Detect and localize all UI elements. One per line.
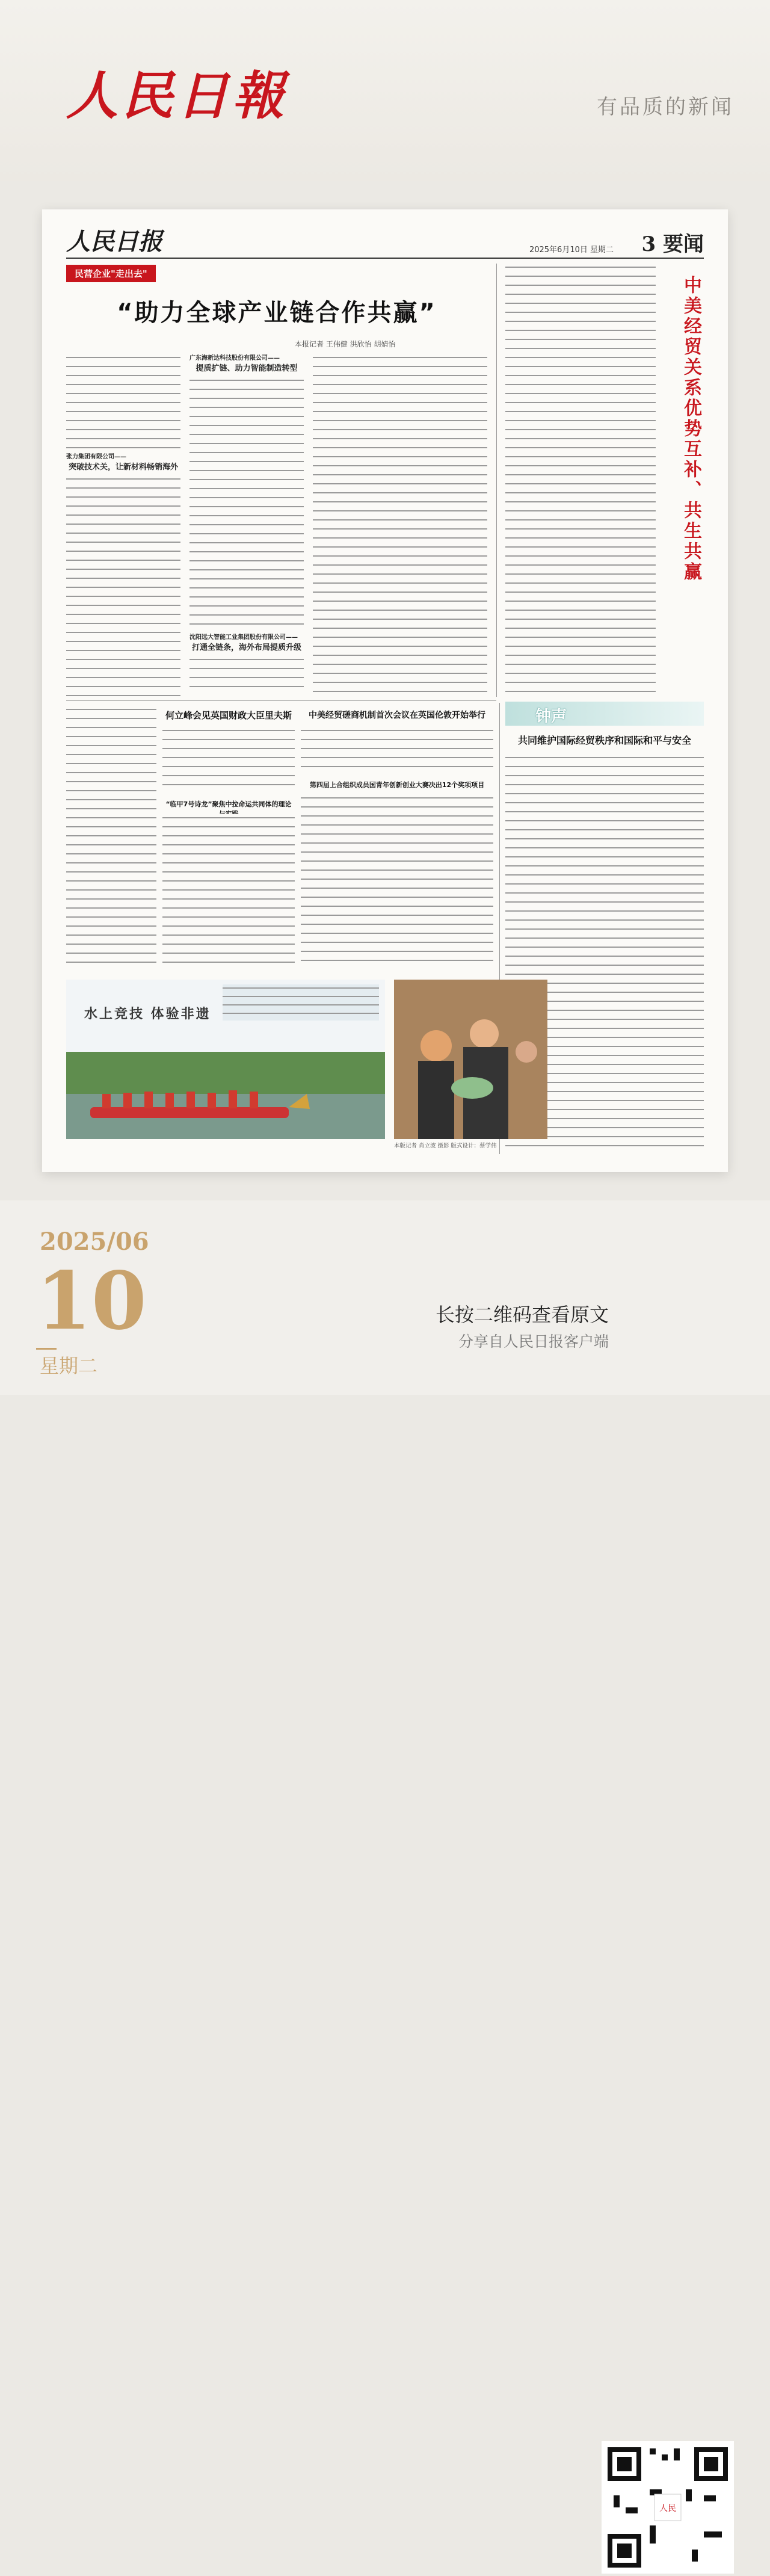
qr-pattern (602, 2441, 734, 2574)
lead-byline: 本报记者 王伟健 洪欣怡 胡婧怡 (295, 340, 396, 348)
footer-weekday: 星期二 (40, 1354, 98, 1377)
photo-title: 水上竞技 体验非遗 (84, 1007, 211, 1022)
masthead (66, 221, 704, 259)
news-headline-4: “临甲7号诗龙”聚焦中拉命运共同体的理论 (165, 800, 292, 808)
brand-logo: 人民日報 (66, 66, 288, 126)
sub3-title: 打通全链条，海外布局提质升级 (191, 643, 301, 652)
craft-illustration (394, 980, 547, 1139)
sub1-title: 突破技术关，让新材料畅销海外 (68, 463, 178, 472)
news-headline-3: 第四届上合组织成员国青年创新创业大赛决出12个奖项项目 (309, 781, 485, 789)
svg-text:人民: 人民 (659, 2504, 676, 2513)
article-column (66, 354, 180, 697)
side-headline: 中美经贸关系优势互补、共生共赢 (680, 276, 701, 582)
sub2-title: 提质扩链、助力智能制造转型 (196, 364, 298, 373)
share-source: 分享自人民日报客户端 (458, 1333, 609, 1350)
masthead-logo: 人民日报 (66, 227, 162, 256)
section-tag: 民营企业"走出去" (66, 265, 156, 282)
sub1-company: 张力集团有限公司—— (66, 454, 126, 460)
article-column (189, 354, 304, 697)
footer-year-month: 2025/06 (40, 1228, 149, 1256)
article-column (162, 814, 295, 971)
news-headline-2: 中美经贸磋商机制首次会议在英国伦敦开始举行 (309, 711, 485, 720)
article-column (66, 706, 156, 971)
photo-caption (223, 984, 379, 1021)
footer-divider (36, 1348, 57, 1350)
article-column (301, 727, 493, 775)
article-column (162, 727, 295, 793)
photo-credit: 本版记者 肖立波 摄影 版式设计：蔡学伟 (394, 1143, 497, 1149)
column-divider (496, 264, 497, 697)
lead-headline: “助力全球产业链合作共赢” (117, 299, 437, 327)
sub3-company: 沈阳远大智能工业集团股份有限公司—— (189, 634, 298, 641)
zhongsheng-label: 钟声 (535, 708, 567, 726)
sub2-company: 广东海新达科技股份有限公司—— (189, 355, 280, 362)
craft-photo (394, 980, 547, 1139)
qr-code[interactable] (602, 2441, 734, 2574)
masthead-date: 2025年6月10日 星期二 (529, 246, 614, 255)
newspaper-page (42, 209, 728, 1172)
page-number: 3 要闻 (641, 232, 704, 256)
top-banner (0, 0, 770, 181)
qr-hint: 长按二维码查看原文 (435, 1303, 609, 1326)
footer-day: 10 (36, 1255, 147, 1348)
zhongsheng-banner (505, 702, 704, 726)
commentary-column (505, 264, 656, 697)
zhongsheng-headline: 共同维护国际经贸秩序和国际和平与安全 (517, 735, 691, 746)
article-column (313, 354, 487, 697)
article-column (301, 794, 493, 969)
slogan: 有品质的新闻 (597, 95, 734, 119)
news-headline-1: 何立峰会见英国财政大臣里夫斯 (165, 710, 292, 721)
